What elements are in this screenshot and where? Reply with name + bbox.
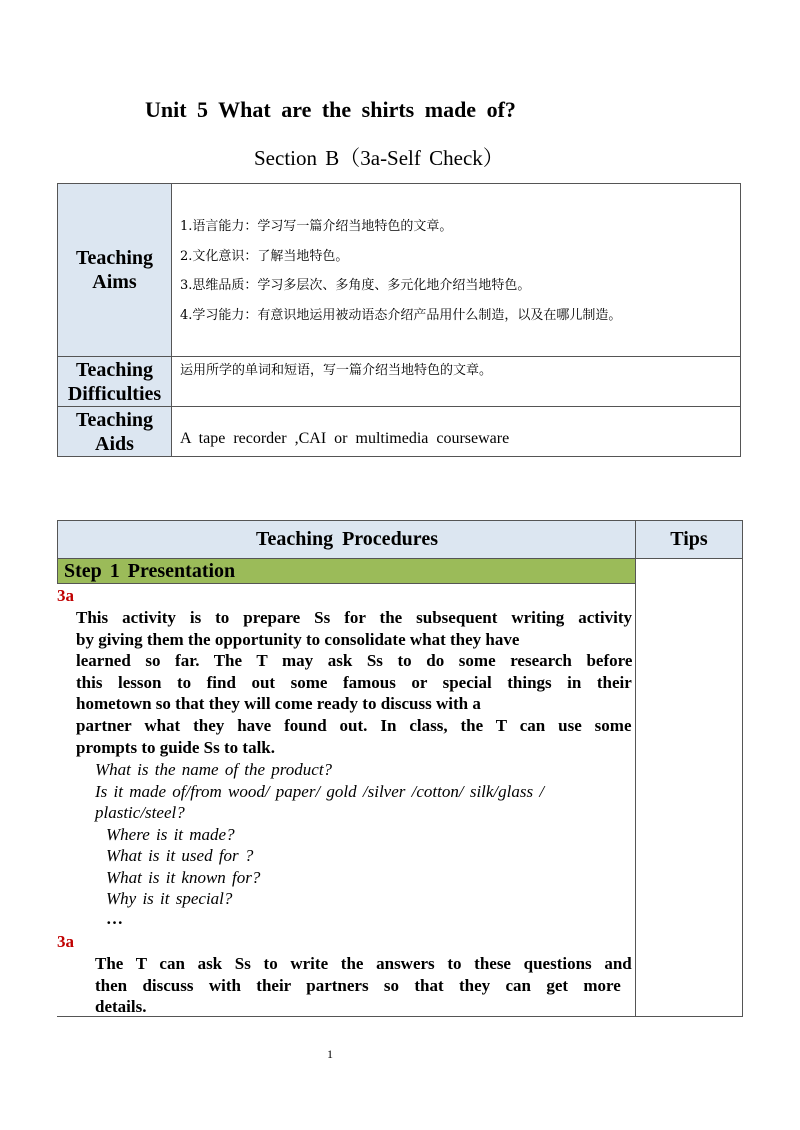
- prompt-question: What is it known for?: [106, 868, 261, 887]
- difficulties-text: 运用所学的单词和短语，写一篇介绍当地特色的文章。: [180, 363, 493, 378]
- text-line: The T can ask Ss to write the answers to these questions and: [95, 954, 632, 973]
- aim-item: 1.语言能力：学习写一篇介绍当地特色的文章。: [180, 219, 453, 234]
- writing-instruction: [95, 953, 632, 1018]
- prompt-question: plastic/steel?: [95, 803, 185, 822]
- aim-item: 3.思维品质：学习多层次、多角度、多元化地介绍当地特色。: [180, 278, 531, 293]
- text-line: by giving them the opportunity to consolidate what they have: [76, 629, 520, 649]
- activity-marker: 3a: [57, 586, 74, 605]
- text-line: then discuss with their partners so that they can get more: [95, 975, 621, 995]
- text-line: partner what they have found out. In class, the T can use some: [76, 715, 632, 735]
- aids-text: A tape recorder ,CAI or multimedia courseware: [180, 430, 510, 447]
- teaching-info-table: [57, 183, 741, 457]
- ellipsis: …: [106, 909, 123, 928]
- prompt-question: What is the name of the product?: [95, 760, 333, 779]
- aim-item: 4.学习能力：有意识地运用被动语态介绍产品用什么制造，以及在哪儿制造。: [180, 307, 622, 323]
- aims-list: [180, 212, 734, 330]
- difficulties-row: [58, 356, 740, 406]
- text-line: This activity is to prepare Ss for the subsequent writing activity: [76, 608, 633, 627]
- aids-row: [58, 406, 740, 456]
- text-line: details.: [95, 997, 147, 1017]
- aim-item: 2.文化意识：了解当地特色。: [180, 248, 349, 264]
- text-line: learned so far. The T may ask Ss to do some research before: [76, 651, 633, 671]
- text-line: this lesson to find out some famous or special things in their: [76, 672, 632, 692]
- aims-label: Teaching Aims: [58, 184, 172, 356]
- prompt-question: Where is it made?: [106, 825, 235, 844]
- prompt-question: Is it made of/from wood/ paper/ gold /silver /cotton/ silk/glass /: [95, 782, 545, 801]
- prompt-question: What is it used for ?: [106, 846, 254, 865]
- activity-description: [76, 607, 632, 758]
- step-heading: Step 1 Presentation: [57, 558, 636, 584]
- text-line: prompts to guide Ss to talk.: [76, 737, 275, 757]
- tips-header: Tips: [635, 520, 743, 559]
- activity-marker: 3a: [57, 932, 74, 951]
- tips-cell: [635, 558, 743, 1017]
- prompt-question: Why is it special?: [106, 889, 233, 908]
- aids-label: Teaching Aids: [58, 407, 172, 456]
- difficulties-label: Teaching Difficulties: [58, 357, 172, 406]
- section-subtitle: Section B（3a-Self Check）: [254, 146, 504, 170]
- text-line: hometown so that they will come ready to discuss with a: [76, 694, 481, 714]
- procedures-header: Teaching Procedures: [57, 520, 637, 559]
- aims-row: [58, 184, 740, 356]
- page-number: 1: [327, 1047, 333, 1061]
- document-title: Unit 5 What are the shirts made of?: [145, 97, 516, 122]
